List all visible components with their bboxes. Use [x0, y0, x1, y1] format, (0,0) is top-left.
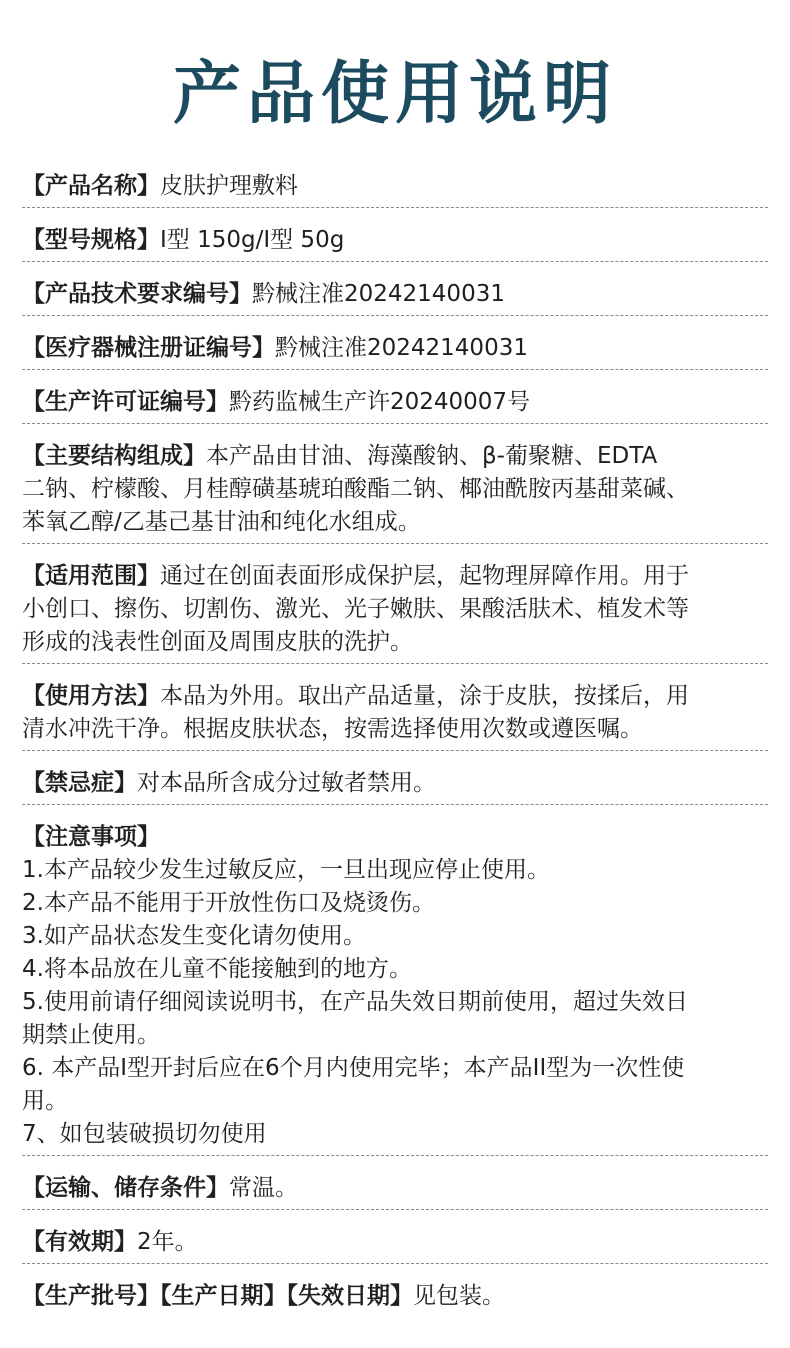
scope-label: 【适用范围】 — [22, 563, 160, 589]
section-validity — [22, 1226, 768, 1264]
tech-number-value: 黔械注准20242140031 — [252, 281, 505, 307]
section-contraindication — [22, 767, 768, 805]
usage-line: 清水冲洗干净。根据皮肤状态，按需选择使用次数或遵医嘱。 — [22, 716, 643, 742]
usage-line: 本品为外用。取出产品适量，涂于皮肤，按揉后，用 — [160, 683, 689, 709]
section-license — [22, 386, 768, 424]
note-item: 7、如包装破损切勿使用 — [22, 1121, 267, 1147]
section-composition — [22, 440, 768, 544]
expiry-date-label: 【失效日期】 — [286, 1283, 413, 1309]
production-date-label: 【生产日期】 — [160, 1283, 287, 1309]
note-item: 6. 本产品I型开封后应在6个月内使用完毕；本产品II型为一次性使 — [22, 1055, 685, 1081]
manual-content — [22, 170, 768, 1333]
model-value: I型 150g/I型 50g — [160, 227, 345, 253]
section-registration — [22, 332, 768, 370]
section-usage — [22, 680, 768, 751]
usage-label: 【使用方法】 — [22, 683, 160, 709]
batch-number-label: 【生产批号】 — [22, 1283, 160, 1309]
note-item: 用。 — [22, 1088, 68, 1114]
note-item: 5.使用前请仔细阅读说明书，在产品失效日期前使用，超过失效日 — [22, 989, 688, 1015]
section-notes — [22, 821, 768, 1156]
page-title: 产品使用说明 — [172, 55, 617, 134]
section-tech-number — [22, 278, 768, 316]
composition-label: 【主要结构组成】 — [22, 443, 206, 469]
note-item: 1.本产品较少发生过敏反应，一旦出现应停止使用。 — [22, 857, 550, 883]
section-storage — [22, 1172, 768, 1210]
model-label: 【型号规格】 — [22, 227, 160, 253]
scope-line: 通过在创面表面形成保护层，起物理屏障作用。用于 — [160, 563, 689, 589]
product-name-label: 【产品名称】 — [22, 173, 160, 199]
scope-line: 小创口、擦伤、切割伤、激光、光子嫩肤、果酸活肤术、植发术等 — [22, 596, 689, 622]
contraindication-label: 【禁忌症】 — [22, 770, 137, 796]
composition-line: 本产品由甘油、海藻酸钠、β-葡聚糖、EDTA — [206, 443, 658, 469]
section-product-name — [22, 170, 768, 208]
section-batch — [22, 1280, 768, 1317]
tech-number-label: 【产品技术要求编号】 — [22, 281, 252, 307]
license-value: 黔药监械生产许20240007号 — [229, 389, 531, 415]
validity-value: 2年。 — [137, 1229, 198, 1255]
composition-line: 苯氧乙醇/乙基己基甘油和纯化水组成。 — [22, 509, 421, 535]
note-item: 2.本产品不能用于开放性伤口及烧烫伤。 — [22, 890, 435, 916]
composition-line: 二钠、柠檬酸、月桂醇磺基琥珀酸酯二钠、椰油酰胺丙基甜菜碱、 — [22, 476, 689, 502]
product-name-value: 皮肤护理敷料 — [160, 173, 298, 199]
storage-value: 常温。 — [229, 1175, 298, 1201]
license-label: 【生产许可证编号】 — [22, 389, 229, 415]
note-item: 期禁止使用。 — [22, 1022, 160, 1048]
batch-value: 见包装。 — [413, 1283, 505, 1309]
section-model — [22, 224, 768, 262]
contraindication-value: 对本品所含成分过敏者禁用。 — [137, 770, 436, 796]
scope-line: 形成的浅表性创面及周围皮肤的洗护。 — [22, 629, 413, 655]
section-scope — [22, 560, 768, 664]
note-item: 3.如产品状态发生变化请勿使用。 — [22, 923, 366, 949]
validity-label: 【有效期】 — [22, 1229, 137, 1255]
registration-label: 【医疗器械注册证编号】 — [22, 335, 275, 361]
notes-label: 【注意事项】 — [22, 824, 160, 850]
note-item: 4.将本品放在儿童不能接触到的地方。 — [22, 956, 412, 982]
storage-label: 【运输、储存条件】 — [22, 1175, 229, 1201]
registration-value: 黔械注准20242140031 — [275, 335, 528, 361]
